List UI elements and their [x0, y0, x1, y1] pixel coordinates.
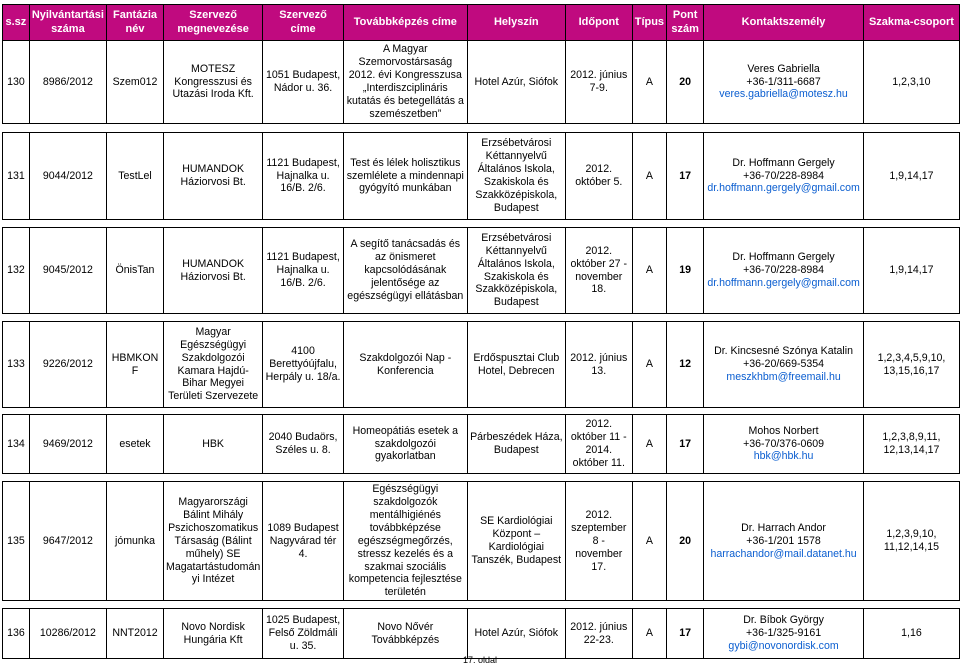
table-row — [3, 609, 960, 659]
cell-fantazia-nev: esetek — [106, 415, 163, 474]
cell-nyilvantartasi-szam: 9226/2012 — [29, 322, 106, 408]
contact-phone: +36-1/201 1578 — [746, 534, 821, 547]
cell-szervezo: HBK — [164, 415, 263, 474]
contact-name: Dr. Hoffmann Gergely — [732, 251, 835, 264]
cell-szakmacsoport: 1,2,3,4,5,9,10, 13,15,16,17 — [863, 322, 959, 408]
row-gap — [3, 220, 960, 228]
cell-pont-szam: 20 — [667, 41, 704, 124]
cell-nyilvantartasi-szam: 8986/2012 — [29, 41, 106, 124]
header-row — [3, 5, 960, 41]
cell-helyszin: Hotel Azúr, Siófok — [467, 609, 565, 659]
row-gap — [3, 314, 960, 322]
contact-phone: +36-1/325-9161 — [746, 627, 822, 640]
header-idopont: Időpont — [565, 5, 632, 41]
header-tovabbkepzes-cime: Továbbképzés címe — [343, 5, 467, 41]
contact-email-link[interactable]: veres.gabriella@motesz.hu — [719, 88, 848, 101]
cell-pont-szam: 17 — [667, 609, 704, 659]
cell-szervezo-cime: 1121 Budapest, Hajnalka u. 16/B. 2/6. — [263, 133, 344, 220]
cell-szakmacsoport: 1,2,3,8,9,11, 12,13,14,17 — [863, 415, 959, 474]
cell-szervezo: HUMANDOK Háziorvosi Bt. — [164, 228, 263, 314]
cell-fantazia-nev: TestLel — [106, 133, 163, 220]
cell-ssz: 131 — [3, 133, 30, 220]
cell-pont-szam: 17 — [667, 133, 704, 220]
cell-idopont: 2012. október 11 - 2014. október 11. — [565, 415, 632, 474]
cell-tovabbkepzes-cime: A Magyar Szemorvostársaság 2012. évi Kongresszusa „Interdiszciplináris kutatás és betegellátás a szemészetben” — [343, 41, 467, 124]
cell-pont-szam: 20 — [667, 482, 704, 601]
cell-kontaktszemely — [704, 482, 864, 601]
cell-idopont: 2012. szeptember 8 - november 17. — [565, 482, 632, 601]
cell-tipus: A — [632, 41, 666, 124]
cell-kontaktszemely — [704, 228, 864, 314]
header-ssz: s.sz — [3, 5, 30, 41]
header-fantazia-nev: Fantázia név — [106, 5, 163, 41]
cell-tipus: A — [632, 133, 666, 220]
cell-szervezo-cime: 2040 Budaörs, Széles u. 8. — [263, 415, 344, 474]
contact-name: Dr. Kincsesné Szónya Katalin — [714, 345, 854, 358]
cell-tovabbkepzes-cime: Homeopátiás esetek a szakdolgozói gyakorlatban — [343, 415, 467, 474]
cell-tipus: A — [632, 322, 666, 408]
cell-idopont: 2012. június 7-9. — [565, 41, 632, 124]
header-helyszin: Helyszín — [467, 5, 565, 41]
cell-helyszin: Párbeszédek Háza, Budapest — [467, 415, 565, 474]
cell-fantazia-nev: ÖnisTan — [106, 228, 163, 314]
cell-szervezo-cime: 1089 Budapest Nagyvárad tér 4. — [263, 482, 344, 601]
contact-name: Veres Gabriella — [747, 62, 820, 75]
cell-pont-szam: 12 — [667, 322, 704, 408]
contact-name: Dr. Hoffmann Gergely — [732, 156, 835, 169]
cell-ssz: 130 — [3, 41, 30, 124]
table-row — [3, 415, 960, 474]
cell-fantazia-nev: Szem012 — [106, 41, 163, 124]
cell-szakmacsoport: 1,9,14,17 — [863, 228, 959, 314]
course-table — [2, 4, 960, 659]
cell-nyilvantartasi-szam: 9045/2012 — [29, 228, 106, 314]
contact-email-link[interactable]: harrachandor@mail.datanet.hu — [710, 547, 857, 560]
cell-kontaktszemely — [704, 133, 864, 220]
cell-fantazia-nev: NNT2012 — [106, 609, 163, 659]
cell-kontaktszemely — [704, 322, 864, 408]
cell-ssz: 132 — [3, 228, 30, 314]
table-row — [3, 228, 960, 314]
cell-szervezo-cime: 4100 Berettyóújfalu, Herpály u. 18/a. — [263, 322, 344, 408]
cell-tovabbkepzes-cime: Novo Nővér Továbbképzés — [343, 609, 467, 659]
header-tipus: Típus — [632, 5, 666, 41]
cell-tipus: A — [632, 482, 666, 601]
cell-idopont: 2012. október 5. — [565, 133, 632, 220]
table-row — [3, 322, 960, 408]
cell-tovabbkepzes-cime: Egészségügyi szakdolgozók mentálhigiénés továbbképzése egészségmegőrzés, stressz kezelés és a szakmai szociális kompetencia fejlesztése területén — [343, 482, 467, 601]
row-gap — [3, 474, 960, 482]
cell-szervezo-cime: 1025 Budapest, Felső Zöldmáli u. 35. — [263, 609, 344, 659]
row-gap-cell — [3, 601, 960, 609]
cell-szakmacsoport: 1,9,14,17 — [863, 133, 959, 220]
header-szakmacsoport: Szakma-csoport — [863, 5, 959, 41]
contact-name: Dr. Bíbok György — [743, 614, 824, 627]
cell-helyszin: Erdőspusztai Club Hotel, Debrecen — [467, 322, 565, 408]
contact-phone: +36-70/228-8984 — [743, 264, 825, 277]
contact-email-link[interactable]: dr.hoffmann.gergely@gmail.com — [707, 276, 860, 289]
cell-tovabbkepzes-cime: A segítő tanácsadás és az önismeret kapcsolódásának jelentősége az egészségügyi ellátásban — [343, 228, 467, 314]
cell-idopont: 2012. október 27 - november 18. — [565, 228, 632, 314]
table-row — [3, 41, 960, 124]
cell-szakmacsoport: 1,2,3,10 — [863, 41, 959, 124]
contact-name: Dr. Harrach Andor — [741, 521, 826, 534]
cell-tipus: A — [632, 415, 666, 474]
cell-ssz: 136 — [3, 609, 30, 659]
contact-email-link[interactable]: hbk@hbk.hu — [753, 450, 814, 463]
cell-tovabbkepzes-cime: Szakdolgozói Nap - Konferencia — [343, 322, 467, 408]
cell-szervezo-cime: 1051 Budapest, Nádor u. 36. — [263, 41, 344, 124]
cell-szervezo: MOTESZ Kongresszusi és Utazási Iroda Kft. — [164, 41, 263, 124]
cell-fantazia-nev: jómunka — [106, 482, 163, 601]
cell-szervezo: Magyarországi Bálint Mihály Pszichoszomatikus Társaság (Bálint műhely) SE Magatartástudomán yi Intézet — [164, 482, 263, 601]
contact-phone: +36-20/669-5354 — [743, 358, 825, 371]
header-szervezo-megnevezese: Szervező megnevezése — [164, 5, 263, 41]
cell-fantazia-nev: HBMKON F — [106, 322, 163, 408]
cell-szervezo: Novo Nordisk Hungária Kft — [164, 609, 263, 659]
table-body — [3, 41, 960, 659]
cell-nyilvantartasi-szam: 9044/2012 — [29, 133, 106, 220]
row-gap-cell — [3, 408, 960, 415]
header-kontaktszemely: Kontaktszemély — [704, 5, 864, 41]
contact-phone: +36-70/228-8984 — [743, 169, 825, 182]
page-footer: 17. oldal — [462, 655, 498, 665]
cell-kontaktszemely — [704, 415, 864, 474]
cell-nyilvantartasi-szam: 9647/2012 — [29, 482, 106, 601]
cell-nyilvantartasi-szam: 9469/2012 — [29, 415, 106, 474]
cell-helyszin: Erzsébetvárosi Kéttannyelvű Általános Iskola, Szakiskola és Szakközépiskola, Budapest — [467, 133, 565, 220]
row-gap-cell — [3, 220, 960, 228]
row-gap-cell — [3, 314, 960, 322]
table-row — [3, 482, 960, 601]
contact-phone: +36-1/311-6687 — [746, 75, 821, 88]
cell-idopont: 2012. június 13. — [565, 322, 632, 408]
header-nyilvantartasi-szama: Nyilvántartási száma — [29, 5, 106, 41]
cell-szervezo: Magyar Egészségügyi Szakdolgozói Kamara Hajdú-Bihar Megyei Területi Szervezete — [164, 322, 263, 408]
cell-kontaktszemely — [704, 41, 864, 124]
row-gap-cell — [3, 124, 960, 133]
cell-szakmacsoport: 1,2,3,9,10, 11,12,14,15 — [863, 482, 959, 601]
row-gap — [3, 408, 960, 415]
cell-ssz: 134 — [3, 415, 30, 474]
cell-szervezo: HUMANDOK Háziorvosi Bt. — [164, 133, 263, 220]
cell-tipus: A — [632, 609, 666, 659]
contact-email-link[interactable]: dr.hoffmann.gergely@gmail.com — [707, 182, 860, 195]
contact-name: Mohos Norbert — [748, 424, 819, 437]
cell-nyilvantartasi-szam: 10286/2012 — [29, 609, 106, 659]
header-pont-szam: Pont szám — [667, 5, 704, 41]
cell-ssz: 135 — [3, 482, 30, 601]
cell-tovabbkepzes-cime: Test és lélek holisztikus szemlélete a mindennapi gyógyító munkában — [343, 133, 467, 220]
row-gap — [3, 601, 960, 609]
header-szervezo-cime: Szervező címe — [263, 5, 344, 41]
cell-szervezo-cime: 1121 Budapest, Hajnalka u. 16/B. 2/6. — [263, 228, 344, 314]
cell-ssz: 133 — [3, 322, 30, 408]
cell-helyszin: SE Kardiológiai Központ – Kardiológiai Tanszék, Budapest — [467, 482, 565, 601]
contact-email-link[interactable]: gybi@novonordisk.com — [728, 640, 839, 653]
cell-szakmacsoport: 1,16 — [863, 609, 959, 659]
cell-pont-szam: 19 — [667, 228, 704, 314]
cell-kontaktszemely — [704, 609, 864, 659]
table-row — [3, 133, 960, 220]
contact-phone: +36-70/376-0609 — [743, 437, 825, 450]
row-gap — [3, 124, 960, 133]
cell-helyszin: Hotel Azúr, Siófok — [467, 41, 565, 124]
cell-idopont: 2012. június 22-23. — [565, 609, 632, 659]
row-gap-cell — [3, 474, 960, 482]
cell-helyszin: Erzsébetvárosi Kéttannyelvű Általános Iskola, Szakiskola és Szakközépiskola, Budapest — [467, 228, 565, 314]
cell-pont-szam: 17 — [667, 415, 704, 474]
cell-tipus: A — [632, 228, 666, 314]
contact-email-link[interactable]: meszkhbm@freemail.hu — [726, 370, 841, 383]
